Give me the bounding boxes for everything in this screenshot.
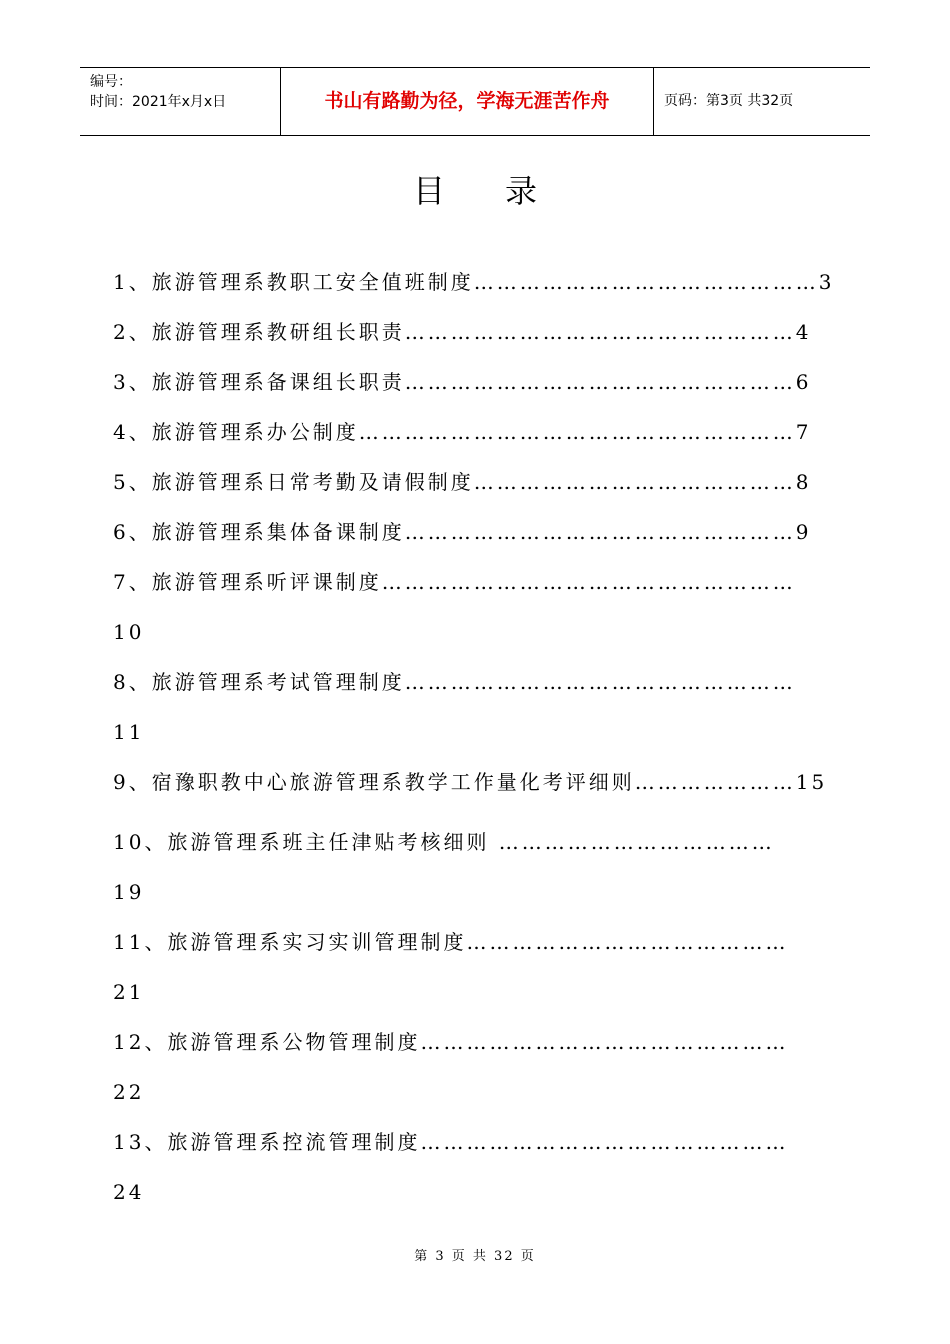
toc-entry[interactable]: 6、旅游管理系集体备课制度……………………………………………9 — [113, 520, 812, 544]
toc-page-number[interactable]: 19 — [113, 880, 145, 904]
time-label: 时间：2021年x月x日 — [90, 94, 227, 110]
toc-page-number[interactable]: 10 — [113, 620, 145, 644]
code-label: 编号： — [90, 74, 132, 90]
toc-entry[interactable]: 4、旅游管理系办公制度…………………………………………………7 — [113, 420, 812, 444]
toc-page-number[interactable]: 22 — [113, 1080, 145, 1104]
toc-page-number[interactable]: 21 — [113, 980, 145, 1004]
motto: 书山有路勤为径，学海无涯苦作舟 — [281, 68, 654, 135]
toc-entry[interactable]: 3、旅游管理系备课组长职责……………………………………………6 — [113, 370, 812, 394]
toc-entry[interactable]: 7、旅游管理系听评课制度……………………………………………… — [113, 570, 796, 594]
toc-page-number[interactable]: 24 — [113, 1180, 145, 1204]
page-footer: 第 3 页 共 32 页 — [414, 1249, 536, 1264]
header-meta — [80, 68, 281, 135]
page-info: 页码：第3页 共32页 — [664, 93, 794, 109]
toc-entry[interactable]: 8、旅游管理系考试管理制度…………………………………………… — [113, 670, 796, 694]
header-table — [80, 67, 870, 136]
page-title: 目录 — [412, 172, 597, 210]
toc-entry[interactable]: 9、宿豫职教中心旅游管理系教学工作量化考评细则…………………15 — [113, 770, 828, 794]
toc-page-number[interactable]: 11 — [113, 720, 145, 744]
toc-entry[interactable]: 12、旅游管理系公物管理制度………………………………………… — [113, 1030, 789, 1054]
toc-entry[interactable]: 11、旅游管理系实习实训管理制度…………………………………… — [113, 930, 789, 954]
toc-entry[interactable]: 13、旅游管理系控流管理制度………………………………………… — [113, 1130, 789, 1154]
toc-entry[interactable]: 2、旅游管理系教研组长职责……………………………………………4 — [113, 320, 812, 344]
toc-entry[interactable]: 1、旅游管理系教职工安全值班制度………………………………………3 — [113, 270, 835, 294]
toc-entry[interactable]: 10、旅游管理系班主任津贴考核细则 ……………………………… — [113, 830, 775, 854]
toc-entry[interactable]: 5、旅游管理系日常考勤及请假制度……………………………………8 — [113, 470, 812, 494]
